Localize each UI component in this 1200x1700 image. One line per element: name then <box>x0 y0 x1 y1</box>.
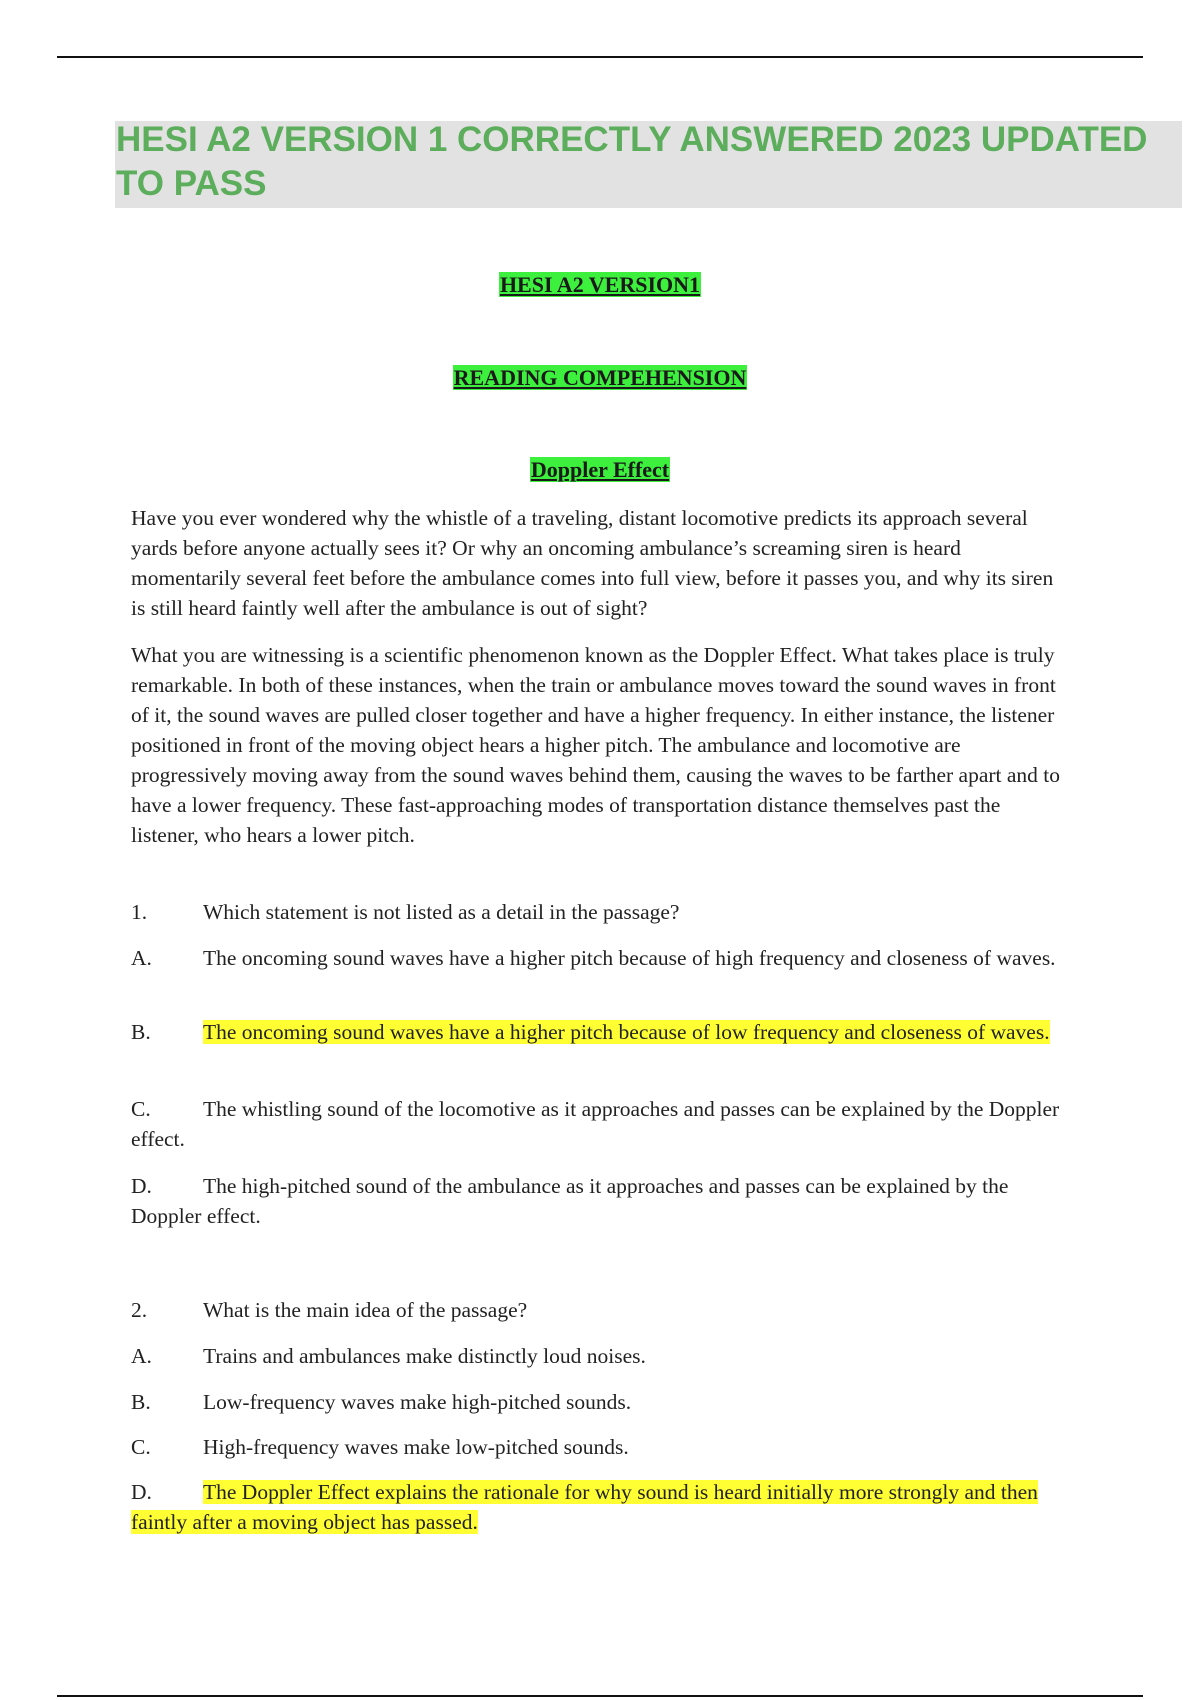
option-letter: A. <box>131 1344 152 1368</box>
question-1-option-a <box>131 943 1066 973</box>
question-2-number: 2. <box>131 1298 148 1322</box>
question-1-text: Which statement is not listed as a detail in the passage? <box>203 900 680 924</box>
question-1-option-b <box>131 1017 1066 1047</box>
option-text: The oncoming sound waves have a higher pitch because of high frequency and closeness of waves. <box>203 946 1056 970</box>
option-letter: D. <box>131 1480 152 1504</box>
document-title: HESI A2 VERSION 1 CORRECTLY ANSWERED 2023 UPDATED TO PASS <box>116 120 1148 203</box>
option-text: Low-frequency waves make high-pitched sounds. <box>203 1390 632 1414</box>
highlighted-answer-text: The Doppler Effect explains the rationale for why sound is heard initially more strongly and then faintly after a moving object has passed. <box>131 1480 1038 1534</box>
option-text: The whistling sound of the locomotive as it approaches and passes can be explained by the Doppler effect. <box>131 1097 1060 1151</box>
topic-heading-text: Doppler Effect <box>530 457 670 482</box>
option-letter: C. <box>131 1097 151 1121</box>
question-2-option-a <box>131 1341 1066 1371</box>
version-heading <box>0 271 1200 299</box>
option-letter: B. <box>131 1020 151 1044</box>
option-text: Trains and ambulances make distinctly loud noises. <box>203 1344 646 1368</box>
option-letter: C. <box>131 1435 151 1459</box>
question-2-option-d <box>131 1477 1066 1537</box>
option-letter: D. <box>131 1174 152 1198</box>
highlighted-answer-text: The oncoming sound waves have a higher pitch because of low frequency and closeness of waves. <box>203 1020 1050 1044</box>
option-letter: B. <box>131 1390 151 1414</box>
bottom-rule <box>57 1695 1143 1697</box>
top-rule <box>57 56 1143 58</box>
passage-paragraph-2: What you are witnessing is a scientific phenomenon known as the Doppler Effect. What takes place is truly remarkable. In both of these instances, when the train or ambulance moves toward the sound waves in front of it, the sound waves are pulled closer together and have a higher frequency. In either instance, the listener positioned in front of the moving object hears a higher pitch. The ambulance and locomotive are progressively moving away from the sound waves behind them, causing the waves to be farther apart and to have a lower frequency. These fast-approaching modes of transportation distance themselves past the listener, who hears a lower pitch. <box>131 643 1061 847</box>
passage-paragraph-1: Have you ever wondered why the whistle of a traveling, distant locomotive predicts its approach several yards before anyone actually sees it? Or why an oncoming ambulance’s screaming siren is heard momentarily several feet before the ambulance comes into full view, before it passes you, and why its siren is still heard faintly well after the ambulance is out of sight? <box>131 506 1054 620</box>
question-1-option-d <box>131 1171 1066 1231</box>
option-letter: A. <box>131 946 152 970</box>
version-heading-text: HESI A2 VERSION1 <box>499 272 701 297</box>
question-1 <box>131 897 1066 927</box>
question-1-number: 1. <box>131 900 148 924</box>
question-2 <box>131 1295 1066 1325</box>
question-1-option-c <box>131 1094 1066 1154</box>
question-2-text: What is the main idea of the passage? <box>203 1298 528 1322</box>
section-heading-text: READING COMPEHENSION <box>453 365 747 390</box>
question-2-option-c <box>131 1432 1066 1462</box>
topic-heading <box>0 456 1200 484</box>
section-heading <box>0 364 1200 392</box>
question-2-option-b <box>131 1387 1066 1417</box>
option-text: High-frequency waves make low-pitched sounds. <box>203 1435 629 1459</box>
option-text: The high-pitched sound of the ambulance as it approaches and passes can be explained by the Doppler effect. <box>131 1174 1009 1228</box>
